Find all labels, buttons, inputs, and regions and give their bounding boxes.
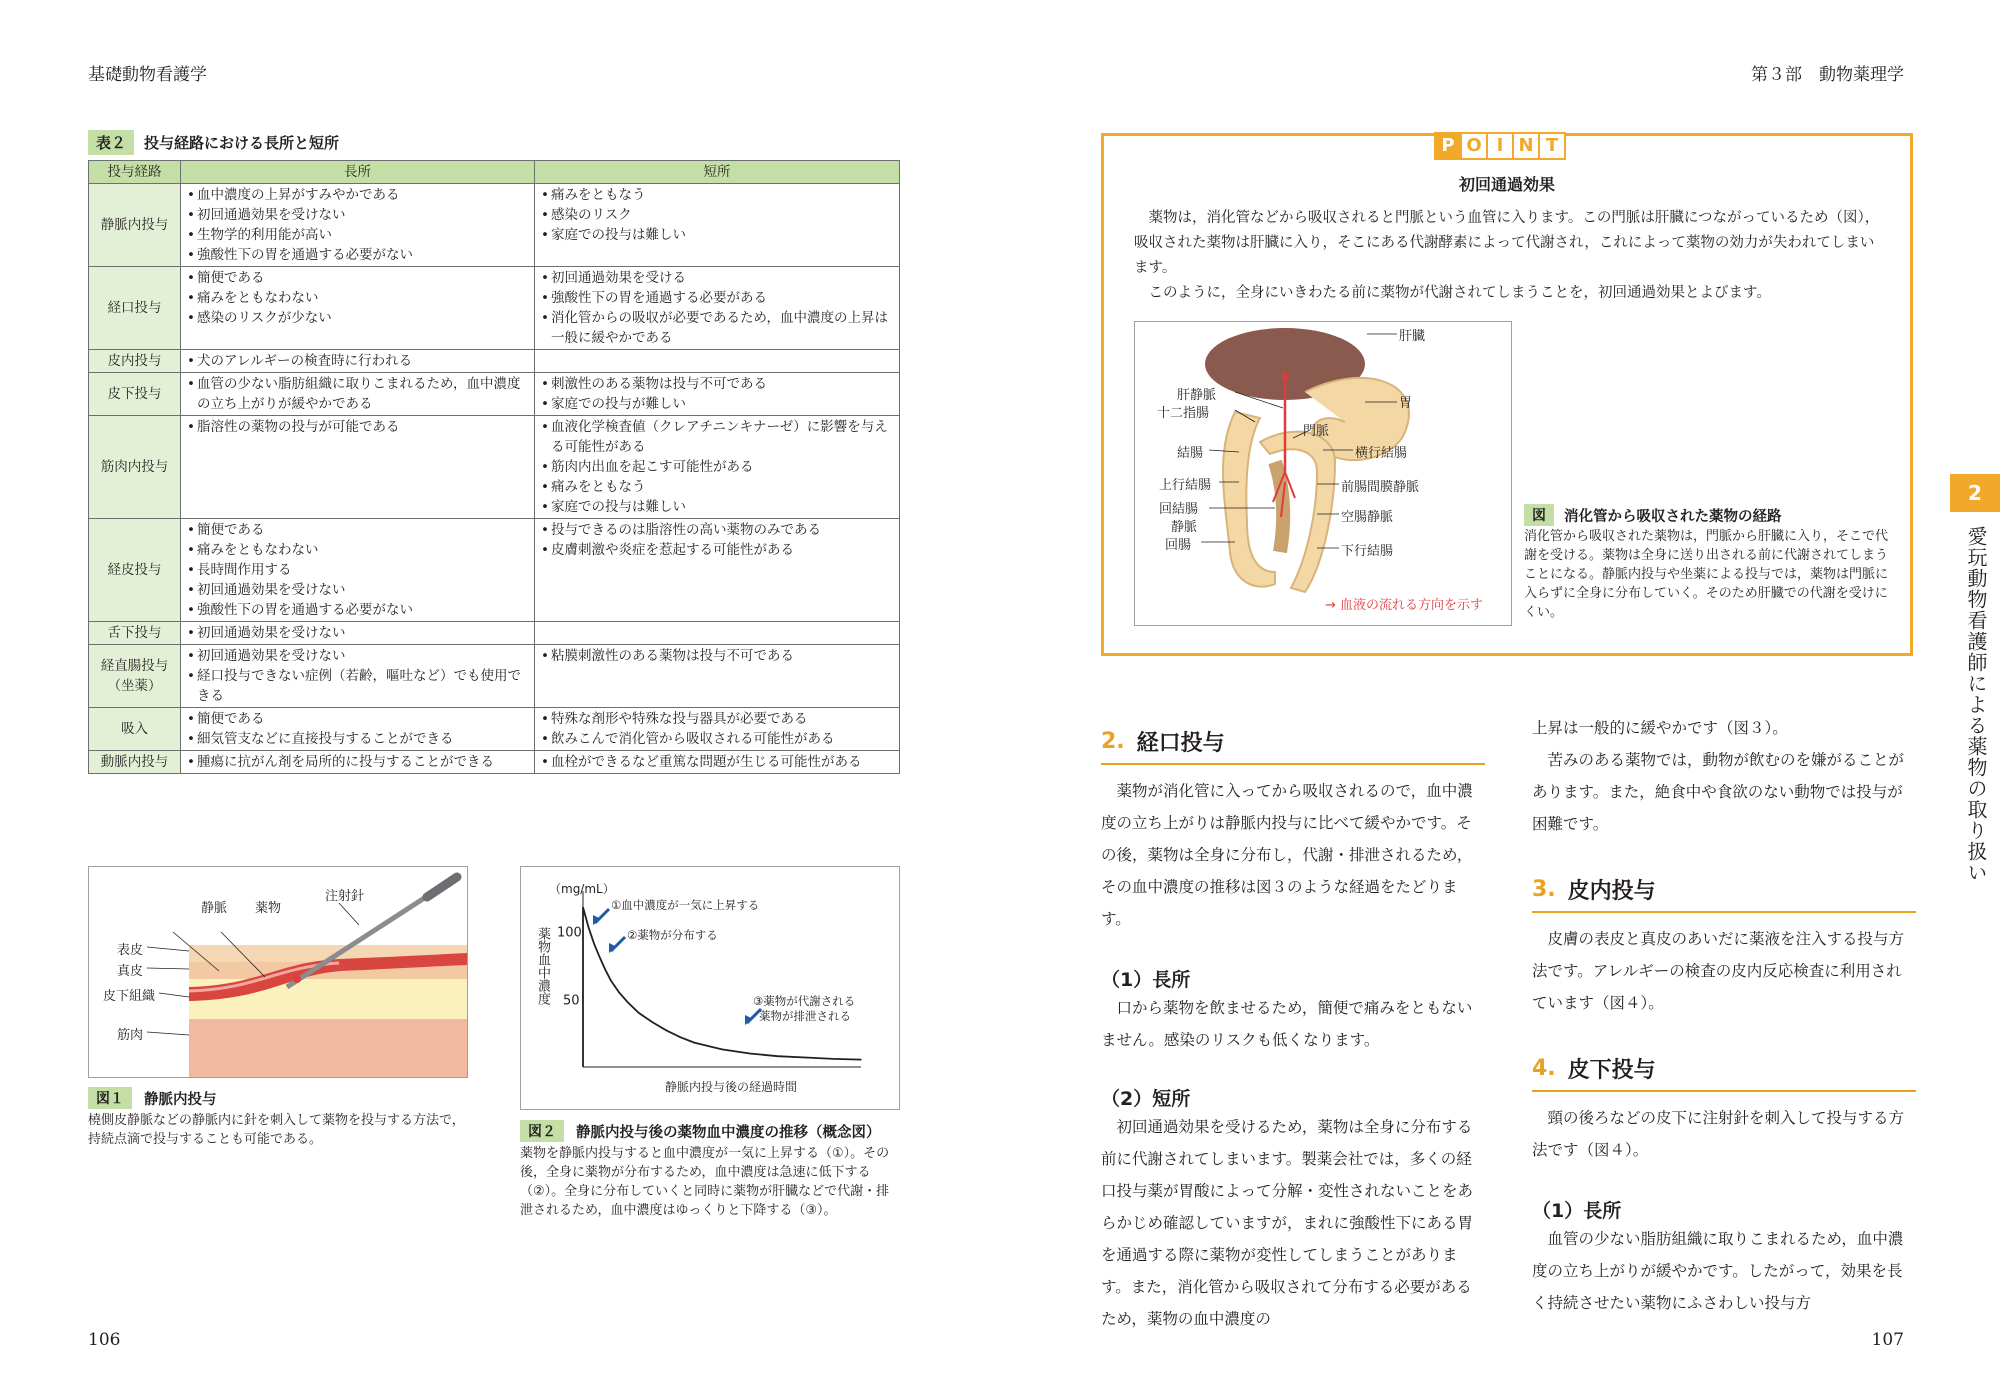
- gi-label-portal-vein: 門脈: [1303, 424, 1330, 439]
- cons-item: • 痛みをともなう: [541, 477, 893, 497]
- gi-label-stomach: 胃: [1399, 396, 1413, 411]
- gi-label-duodenum: 十二指腸: [1157, 406, 1210, 421]
- section-3-number: 3.: [1532, 877, 1556, 902]
- chart-annotation-3b: 薬物が排泄される: [759, 1009, 851, 1023]
- cons-item: • 皮膚刺激や炎症を惹起する可能性がある: [541, 540, 893, 560]
- section-4-sub1: （1）長所: [1532, 1200, 1622, 1222]
- section-3-text: 皮膚の表皮と真皮のあいだに薬液を注入する投与方法です。アレルギーの検査の皮内反応検査に利用されています（図４）。: [1532, 930, 1905, 1012]
- route-table: [88, 160, 900, 774]
- pros-cell: [181, 350, 535, 373]
- section-2-number: 2.: [1101, 729, 1125, 754]
- pros-cell: [181, 708, 535, 751]
- cons-cell: [535, 622, 900, 645]
- section-3-rule: [1532, 911, 1916, 913]
- pros-item: • 初回通過効果を受けない: [187, 646, 528, 666]
- route-cell: 動脈内投与: [89, 751, 181, 774]
- pros-item: • 痛みをともなわない: [187, 540, 528, 560]
- route-cell: 筋肉内投与: [89, 416, 181, 519]
- fig1-label-needle: 注射針: [325, 889, 365, 904]
- route-cell: 皮内投与: [89, 350, 181, 373]
- chart-series-line: [583, 907, 861, 1067]
- point-para1: 薬物は，消化管などから吸収されると門脈という血管に入ります。この門脈は肝臓につながっているため（図），吸収された薬物は肝臓に入り，そこにある代謝酵素によって代謝され，これによって薬物の効力が失われてしまいます。: [1134, 210, 1880, 276]
- pros-cell: [181, 373, 535, 416]
- right-column: [1532, 712, 1916, 1319]
- point-letter: I: [1486, 132, 1514, 160]
- chart-point: [619, 992, 620, 993]
- pros-item: • 細気管支などに直接投与することができる: [187, 729, 528, 749]
- fig1-title: 静脈内投与: [144, 1091, 217, 1108]
- running-head-left: 基礎動物看護学: [88, 65, 207, 85]
- point-letter: O: [1460, 132, 1488, 160]
- table-row: [89, 708, 900, 751]
- pros-item: • 簡便である: [187, 268, 528, 288]
- point-letter: N: [1512, 132, 1540, 160]
- section-2-continuation: 上昇は一般的に緩やかです（図３）。: [1532, 719, 1788, 737]
- table-header: 短所: [535, 161, 900, 184]
- page-number-left: 106: [88, 1330, 121, 1350]
- chart-ytick-100: 100: [557, 925, 582, 941]
- table-title: [88, 130, 339, 155]
- cons-item: • 刺激性のある薬物は投与不可である: [541, 374, 893, 394]
- pros-item: • 血中濃度の上昇がすみやかである: [187, 185, 528, 205]
- pros-item: • 痛みをともなわない: [187, 288, 528, 308]
- cons-cell: [535, 267, 900, 350]
- pros-item: • 初回通過効果を受けない: [187, 205, 528, 225]
- pros-item: • 初回通過効果を受けない: [187, 623, 528, 643]
- section-2-sub1-text: 口から薬物を飲ませるため，簡便で痛みをともないません。感染のリスクも低くなります。: [1101, 999, 1473, 1049]
- section-2-sub2: （2）短所: [1101, 1088, 1191, 1110]
- section-4-heading: [1532, 1053, 1916, 1084]
- gi-legend: → 血液の流れる方向を示す: [1325, 598, 1484, 613]
- cons-item: • 家庭での投与は難しい: [541, 497, 893, 517]
- chapter-title: 愛玩動物看護師による薬物の取り扱い: [1964, 526, 1988, 883]
- fig1-label-epidermis: 表皮: [117, 943, 144, 958]
- point-fig-caption-title: [1524, 504, 1782, 526]
- fig1-badge: 図１: [88, 1087, 132, 1109]
- chart-point: [749, 1053, 750, 1054]
- chart-annotation-1: ①血中濃度が一気に上昇する: [611, 898, 760, 912]
- chart-point: [652, 1022, 653, 1023]
- chart-point: [588, 927, 589, 928]
- gi-label-jejunal-vein: 空腸静脈: [1341, 510, 1394, 525]
- pros-cell: [181, 751, 535, 774]
- table-row: [89, 622, 900, 645]
- chart-ytick-50: 50: [563, 993, 580, 1009]
- route-cell: 吸入: [89, 708, 181, 751]
- fig1-caption-title: [88, 1087, 217, 1109]
- table-header: 投与経路: [89, 161, 181, 184]
- chapter-number: 2: [1950, 474, 2000, 512]
- gi-label-ileocolic: 回結腸: [1159, 502, 1199, 517]
- point-letter: T: [1538, 132, 1566, 160]
- gi-label-ileum: 回腸: [1165, 538, 1192, 553]
- table-row: [89, 751, 900, 774]
- section-2-rule: [1101, 763, 1485, 765]
- cons-item: • 粘膜刺激性のある薬物は投与不可である: [541, 646, 893, 666]
- pros-item: • 血管の少ない脂肪組織に取りこまれるため，血中濃度の立ち上がりが緩やかである: [187, 374, 528, 414]
- section-3-title: 皮内投与: [1567, 879, 1656, 904]
- gi-label-colon: 結腸: [1177, 446, 1204, 461]
- table-row: [89, 519, 900, 622]
- pros-item: • 簡便である: [187, 520, 528, 540]
- chart-y-label: 薬物血中濃度: [535, 927, 550, 1005]
- section-2: [1101, 726, 1485, 1335]
- route-cell: 舌下投与: [89, 622, 181, 645]
- chart-point: [627, 1001, 628, 1002]
- cons-item: • 強酸性下の胃を通過する必要がある: [541, 288, 893, 308]
- fig1-label-muscle: 筋肉: [117, 1028, 144, 1043]
- chart-point: [605, 969, 606, 970]
- gi-label-hepatic-vein: 肝静脈: [1177, 388, 1217, 403]
- running-head-right: 第３部 動物薬理学: [1751, 65, 1904, 85]
- chart-point: [721, 1049, 722, 1050]
- cons-cell: [535, 751, 900, 774]
- fig2-frame: [520, 866, 900, 1110]
- table-badge: 表２: [88, 130, 134, 155]
- pros-item: • 経口投与できない症例（若齢，嘔吐など）でも使用できる: [187, 666, 528, 706]
- pros-cell: [181, 416, 535, 519]
- table-row: [89, 350, 900, 373]
- cons-item: • 投与できるのは脂溶性の高い薬物のみである: [541, 520, 893, 540]
- section-4-text: 頸の後ろなどの皮下に注射針を刺入して投与する方法です（図４）。: [1532, 1109, 1905, 1159]
- chart-point: [805, 1057, 806, 1058]
- cons-cell: [535, 350, 900, 373]
- cons-cell: [535, 416, 900, 519]
- table-row: [89, 184, 900, 267]
- pros-item: • 簡便である: [187, 709, 528, 729]
- fig2-chart: [521, 867, 899, 1109]
- pros-cell: [181, 519, 535, 622]
- fig1-label-vein: 静脈: [201, 901, 228, 916]
- pros-cell: [181, 267, 535, 350]
- cons-item: • 初回通過効果を受ける: [541, 268, 893, 288]
- point-fig-caption: 消化管から吸収された薬物は，門脈から肝臓に入り，そこで代謝を受ける。薬物は全身に送り出される前に代謝されてしまうことになる。静脈内投与や坐薬による投与では，薬物は門脈に入らずに全身に分布していく。そのため肝臓での代謝を受けにくい。: [1524, 529, 1889, 620]
- cons-item: • 消化管からの吸収が必要であるため，血中濃度の上昇は一般に緩やかである: [541, 308, 893, 348]
- point-letter: P: [1434, 132, 1462, 160]
- fig2-caption: 薬物を静脈内投与すると血中濃度が一気に上昇する（①）。その後，全身に薬物が分布するため，血中濃度は急速に低下する（②）。全身に分布していくと同時に薬物が肝臓などで代謝・排泄されるため，血中濃度はゆっくりと下降する（③）。: [520, 1146, 890, 1218]
- route-cell: 経直腸投与（坐薬）: [89, 645, 181, 708]
- point-fig-title: 消化管から吸収された薬物の経路: [1564, 508, 1782, 525]
- fig1-label-dermis: 真皮: [117, 964, 144, 979]
- fig2-caption-title: [520, 1120, 881, 1142]
- fig2-title: 静脈内投与後の薬物血中濃度の推移（概念図）: [576, 1124, 881, 1141]
- chart-points: [582, 907, 861, 1061]
- section-4-title: 皮下投与: [1567, 1058, 1656, 1083]
- chart-point: [860, 1059, 861, 1060]
- chart-point: [594, 943, 595, 944]
- chart-point: [582, 907, 583, 908]
- pros-item: • 強酸性下の胃を通過する必要がない: [187, 245, 528, 265]
- section-2-title: 経口投与: [1136, 731, 1225, 756]
- route-cell: 経口投与: [89, 267, 181, 350]
- section-2-sub2-text: 初回通過効果を受けるため，薬物は全身に分布する前に代謝されてしまいます。製薬会社では，多くの経口投与薬が胃酸によって分解・変性されないことをあらかじめ確認していますが，まれに強酸性下にある胃を通過する際に薬物が変性してしまうことがあります。また，消化管から吸収されて分布する必要があるため，薬物の血中濃度の: [1101, 1118, 1474, 1328]
- route-cell: 経皮投与: [89, 519, 181, 622]
- cons-cell: [535, 373, 900, 416]
- point-figure: [1134, 321, 1512, 626]
- table-row: [89, 416, 900, 519]
- pros-cell: [181, 622, 535, 645]
- cons-item: • 家庭での投与が難しい: [541, 394, 893, 414]
- pros-item: • 犬のアレルギーの検査時に行われる: [187, 351, 528, 371]
- gi-label-liver: 肝臓: [1399, 329, 1426, 344]
- cons-item: • 筋肉内出血を起こす可能性がある: [541, 457, 893, 477]
- table-header: 長所: [181, 161, 535, 184]
- point-title: 初回通過効果: [1458, 175, 1555, 194]
- pros-item: • 長時間作用する: [187, 560, 528, 580]
- cons-cell: [535, 645, 900, 708]
- fig1-caption: 橈側皮静脈などの静脈内に針を刺入して薬物を投与する方法で，持続点滴で投与することも可能である。: [88, 1113, 465, 1147]
- point-badge: [1434, 132, 1564, 160]
- gi-label-descending-colon: 下行結腸: [1341, 544, 1394, 559]
- chart-point: [599, 957, 600, 958]
- pros-cell: [181, 184, 535, 267]
- section-4-rule: [1532, 1090, 1916, 1092]
- cons-cell: [535, 708, 900, 751]
- cons-item: • 血栓ができるなど重篤な問題が生じる可能性がある: [541, 752, 893, 772]
- pros-item: • 強酸性下の胃を通過する必要がない: [187, 600, 528, 620]
- cons-item: • 血液化学検査値（クレアチニンキナーゼ）に影響を与える可能性がある: [541, 417, 893, 457]
- pros-item: • 初回通過効果を受けない: [187, 580, 528, 600]
- gi-label-ileocolic-vein: 静脈: [1171, 520, 1198, 535]
- table-body: [89, 184, 900, 774]
- section-2-continuation-2: 苦みのある薬物では，動物が飲むのを嫌がることがあります。また，絶食中や食欲のない動物では投与が困難です。: [1532, 751, 1905, 833]
- section-2-heading: [1101, 726, 1485, 757]
- route-cell: 皮下投与: [89, 373, 181, 416]
- cons-cell: [535, 519, 900, 622]
- chart-point: [680, 1037, 681, 1038]
- section-3-heading: [1532, 874, 1916, 905]
- fig1-frame: [88, 866, 468, 1078]
- chart-point: [833, 1058, 834, 1059]
- pros-item: • 脂溶性の薬物の投与が可能である: [187, 417, 528, 437]
- chapter-side-tab: [1950, 474, 2000, 883]
- route-cell: 静脈内投与: [89, 184, 181, 267]
- section-2-sub1: （1）長所: [1101, 969, 1191, 991]
- chart-y-unit: （mg/mL）: [549, 882, 615, 896]
- fig1-label-drug: 薬物: [255, 901, 282, 916]
- cons-item: • 痛みをともなう: [541, 185, 893, 205]
- table-row: [89, 267, 900, 350]
- pros-item: • 生物学的利用能が高い: [187, 225, 528, 245]
- pros-item: • 感染のリスクが少ない: [187, 308, 528, 328]
- gi-label-transverse-colon: 横行結腸: [1355, 446, 1408, 461]
- cons-item: • 特殊な剤形や特殊な投与器具が必要である: [541, 709, 893, 729]
- pros-cell: [181, 645, 535, 708]
- section-4-number: 4.: [1532, 1056, 1556, 1081]
- chart-point: [694, 1042, 695, 1043]
- pros-item: • 腫瘍に抗がん剤を局所的に投与することができる: [187, 752, 528, 772]
- table-row: [89, 645, 900, 708]
- fig1-label-subcutis: 皮下組織: [103, 989, 156, 1004]
- point-box: [1101, 133, 1913, 656]
- chart-point: [610, 980, 611, 981]
- chart-point: [777, 1056, 778, 1057]
- point-para2: このように，全身にいきわたる前に薬物が代謝されてしまうことを，初回通過効果とよびます。: [1148, 285, 1771, 301]
- gi-label-ascending-colon: 上行結腸: [1159, 478, 1212, 493]
- chart-x-label: 静脈内投与後の経過時間: [665, 1080, 798, 1094]
- cons-item: • 家庭での投与は難しい: [541, 225, 893, 245]
- chart-point: [666, 1030, 667, 1031]
- cons-cell: [535, 184, 900, 267]
- chart-annotation-2: ②薬物が分布する: [627, 928, 718, 942]
- chart-annotation-3a: ③薬物が代謝される: [753, 994, 856, 1008]
- table-row: [89, 373, 900, 416]
- cons-item: • 飲みこんで消化管から吸収される可能性がある: [541, 729, 893, 749]
- section-4-sub1-text: 血管の少ない脂肪組織に取りこまれるため，血中濃度の立ち上がりが緩やかです。したがって，効果を長く持続させたい薬物にふさわしい投与方: [1532, 1230, 1904, 1312]
- section-2-intro: 薬物が消化管に入ってから吸収されるので，血中濃度の立ち上がりは静脈内投与に比べて緩やかです。その後，薬物は全身に分布し，代謝・排泄されるため，その血中濃度の推移は図３のような経過をたどります。: [1101, 782, 1473, 928]
- chart-point: [638, 1012, 639, 1013]
- fig2-badge: 図２: [520, 1120, 564, 1142]
- table-title-text: 投与経路における長所と短所: [144, 134, 340, 152]
- cons-item: • 感染のリスク: [541, 205, 893, 225]
- point-fig-badge: 図: [1524, 504, 1554, 526]
- page-number-right: 107: [1871, 1330, 1904, 1350]
- gi-label-mesenteric-vein: 前腸間膜静脈: [1341, 480, 1420, 495]
